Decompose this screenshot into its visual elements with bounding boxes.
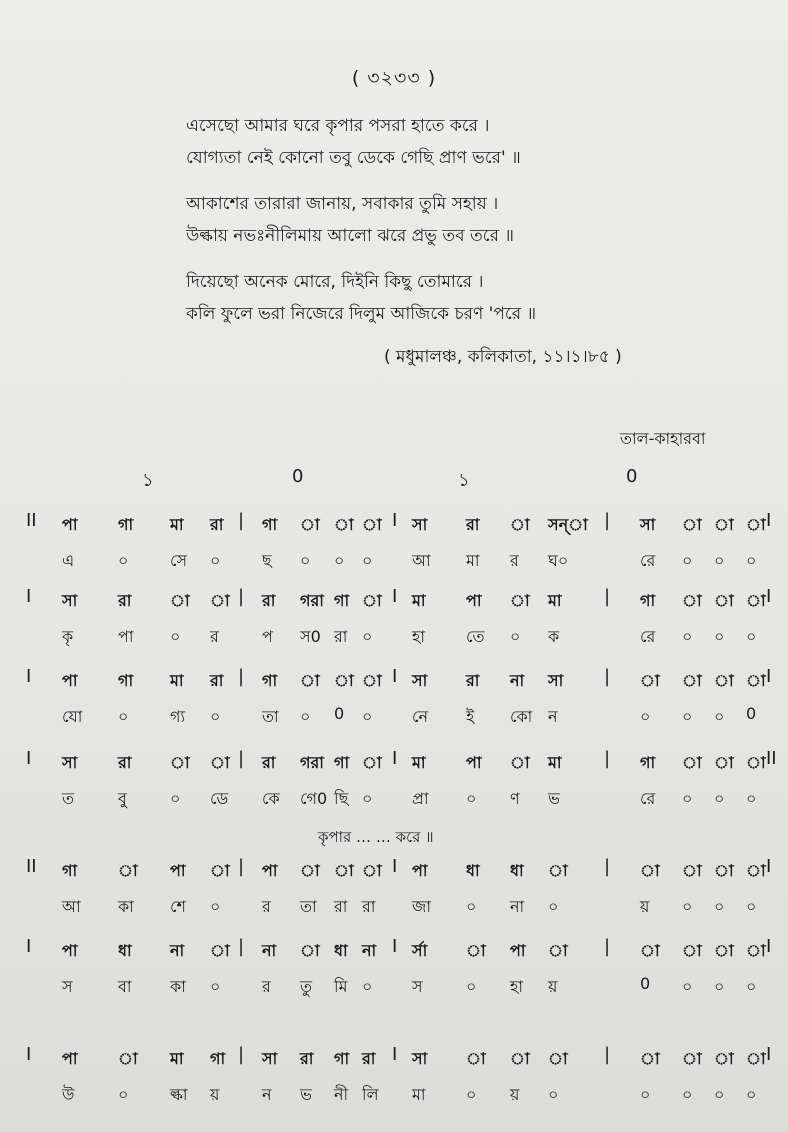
lyric-syllable: ০ xyxy=(714,1085,725,1104)
lyric-syllable: গে0 xyxy=(300,789,328,808)
lyric-syllable: যো xyxy=(62,707,83,726)
lyric-syllable: বা xyxy=(118,977,132,996)
swara-note: মা xyxy=(170,1049,184,1068)
swara-note: া xyxy=(714,1049,734,1068)
lyric-syllable-row xyxy=(0,968,788,1002)
swara-note: া xyxy=(640,861,660,880)
lyric-syllable-row xyxy=(0,542,788,576)
lyric-syllable: মা xyxy=(466,551,480,570)
swara-note: া xyxy=(682,1049,702,1068)
lyric-syllable: ০ xyxy=(362,789,373,808)
swara-note: া xyxy=(714,941,734,960)
swara-note: া xyxy=(300,941,320,960)
swara-note: মা xyxy=(548,753,562,772)
swara-note: গা xyxy=(640,591,656,610)
lyric-syllable: পা xyxy=(118,627,134,646)
lyric-syllable: ০ xyxy=(466,1085,477,1104)
lyric-syllable: কো xyxy=(510,707,533,726)
lyric-syllable: ০ xyxy=(362,551,373,570)
lyric-syllable: ডে xyxy=(210,789,229,808)
lyric-syllable: স xyxy=(412,977,423,996)
lyric-syllable: তা xyxy=(262,707,279,726)
bar-line: I xyxy=(26,586,32,607)
swara-note: রা xyxy=(210,515,224,534)
bar-line: | xyxy=(238,936,245,957)
lyric-syllable: রা xyxy=(362,897,376,916)
swara-note: া xyxy=(510,753,530,772)
lyric-syllable: ০ xyxy=(640,707,651,726)
swara-note: গা xyxy=(640,753,656,772)
swara-note: গরা xyxy=(300,591,324,610)
lyric-syllable: ভ xyxy=(300,1085,312,1104)
beat-marker: ১ xyxy=(142,470,154,491)
bar-line: I xyxy=(766,586,772,607)
swara-note: না xyxy=(170,941,185,960)
lyric-syllable: আ xyxy=(62,897,81,916)
lyric-syllable: ক xyxy=(548,627,560,646)
swara-note: া xyxy=(510,1049,530,1068)
swara-note: ধা xyxy=(118,941,132,960)
lyric-syllable: ০ xyxy=(466,897,477,916)
swara-note: া xyxy=(640,941,660,960)
lyric-syllable: নে xyxy=(412,707,429,726)
swara-note: া xyxy=(682,753,702,772)
lyric-syllable: ছ xyxy=(262,551,272,570)
lyric-syllable: ০ xyxy=(746,977,757,996)
lyric-syllable: রা xyxy=(334,897,348,916)
lyric-syllable: ছি xyxy=(334,789,349,808)
swara-note: সন্া xyxy=(548,515,588,534)
swara-note: পা xyxy=(412,861,428,880)
swara-note: া xyxy=(640,1049,660,1068)
lyric-syllable: ০ xyxy=(210,977,221,996)
bar-line: | xyxy=(604,856,611,877)
swara-note: া xyxy=(300,671,320,690)
swara-row xyxy=(0,932,788,966)
lyric-syllable: ০ xyxy=(714,551,725,570)
swara-note: া xyxy=(334,515,354,534)
swara-note: া xyxy=(714,515,734,534)
lyric-syllable: য় xyxy=(510,1085,520,1104)
lyric-syllable: সে xyxy=(170,551,188,570)
lyric-syllable: ০ xyxy=(746,627,757,646)
lyric-syllable: স xyxy=(62,977,73,996)
swara-note: া xyxy=(714,861,734,880)
lyric-syllable: ন xyxy=(262,1085,272,1104)
lyric-syllable: ০ xyxy=(362,627,373,646)
swara-note: গা xyxy=(118,515,134,534)
bar-line: | xyxy=(238,510,245,531)
lyric-syllable: ০ xyxy=(682,551,693,570)
lyric-syllable-row xyxy=(0,618,788,652)
bar-line: I xyxy=(392,510,398,531)
lyric-syllable: বু xyxy=(118,789,127,808)
swara-note: মা xyxy=(170,671,184,690)
swara-row xyxy=(0,582,788,616)
lyric-syllable: রে xyxy=(640,551,656,570)
swara-note: া xyxy=(682,941,702,960)
bar-line: I xyxy=(766,1044,772,1065)
bar-line: I xyxy=(392,586,398,607)
swara-note: া xyxy=(746,671,766,690)
swara-note: া xyxy=(714,591,734,610)
swara-note: মা xyxy=(170,515,184,534)
swara-note: গা xyxy=(62,861,78,880)
swara-note: রা xyxy=(118,753,132,772)
swara-note: া xyxy=(682,515,702,534)
lyric-syllable: লি xyxy=(362,1085,379,1104)
lyric-syllable: ০ xyxy=(334,551,345,570)
lyric-syllable: ০ xyxy=(210,897,221,916)
swara-row xyxy=(0,852,788,886)
lyrics-block xyxy=(186,110,746,344)
swara-note: া xyxy=(714,671,734,690)
lyric-syllable: র xyxy=(210,627,219,646)
lyric-syllable: ০ xyxy=(548,1085,559,1104)
swara-note: সা xyxy=(62,591,78,610)
lyric-syllable: ০ xyxy=(682,789,693,808)
lyric-syllable: ০ xyxy=(510,627,521,646)
swara-note: গা xyxy=(334,1049,350,1068)
swara-row xyxy=(0,662,788,696)
taal-label: তাল-কাহারবা xyxy=(620,429,706,448)
swara-row xyxy=(0,506,788,540)
lyric-syllable: রে xyxy=(640,789,656,808)
swara-note: সা xyxy=(62,753,78,772)
lyric-syllable: য় xyxy=(548,977,558,996)
bar-line: I xyxy=(766,856,772,877)
swara-note: পা xyxy=(510,941,526,960)
swara-note: পা xyxy=(62,515,78,534)
lyric-syllable: ০ xyxy=(210,707,221,726)
bar-line: I xyxy=(392,936,398,957)
swara-note: গা xyxy=(262,671,278,690)
swara-note: া xyxy=(746,1049,766,1068)
lyric-syllable: ০ xyxy=(682,977,693,996)
lyric-syllable: ত xyxy=(62,789,75,808)
swara-note: া xyxy=(118,1049,138,1068)
lyric-syllable: মা xyxy=(412,1085,426,1104)
lyric-syllable: তু xyxy=(300,977,313,996)
bar-line: | xyxy=(238,586,245,607)
swara-note: া xyxy=(746,941,766,960)
swara-note: রা xyxy=(210,671,224,690)
refrain-line: কৃপার … … করে ॥ xyxy=(318,828,434,846)
swara-note: ধা xyxy=(466,861,480,880)
lyric-syllable: 0 xyxy=(746,704,757,723)
lyric-line: উল্কায় নভঃনীলিমায় আলো ঝরে প্রভু তব তরে ॥ xyxy=(186,226,514,246)
swara-note: া xyxy=(334,671,354,690)
swara-note: সা xyxy=(548,671,564,690)
bar-line: I xyxy=(26,748,32,769)
swara-note: া xyxy=(682,671,702,690)
lyric-syllable: প xyxy=(262,627,273,646)
swara-note: পা xyxy=(62,1049,78,1068)
swara-note: া xyxy=(362,515,382,534)
swara-note: া xyxy=(548,861,568,880)
swara-note: া xyxy=(362,753,382,772)
swara-note: া xyxy=(746,591,766,610)
lyric-line: দিয়েছো অনেক মোরে, দিইনি কিছু তোমারে । xyxy=(186,272,484,292)
stanza-1 xyxy=(186,110,746,174)
swara-note: া xyxy=(640,671,660,690)
swara-note: া xyxy=(170,753,190,772)
swara-note: গা xyxy=(334,753,350,772)
stanza-3 xyxy=(186,266,746,330)
bar-line: II xyxy=(26,856,37,877)
lyric-syllable: প্রা xyxy=(412,789,429,808)
lyric-syllable: ০ xyxy=(714,789,725,808)
lyric-syllable-row xyxy=(0,1076,788,1110)
swara-note: া xyxy=(548,941,568,960)
bar-line: | xyxy=(604,748,611,769)
swara-note: া xyxy=(746,861,766,880)
swara-note: রা xyxy=(362,1049,376,1068)
swara-note: া xyxy=(466,1049,486,1068)
swara-note: সা xyxy=(412,671,428,690)
swara-note: া xyxy=(510,515,530,534)
lyric-syllable: ০ xyxy=(682,1085,693,1104)
lyric-syllable: ০ xyxy=(746,897,757,916)
swara-note: া xyxy=(170,591,190,610)
bar-line: | xyxy=(238,856,245,877)
lyric-syllable: 0 xyxy=(334,704,345,723)
swara-note: ধা xyxy=(334,941,348,960)
lyric-syllable: হা xyxy=(510,977,524,996)
lyric-syllable: ০ xyxy=(682,897,693,916)
lyric-syllable: কৃ xyxy=(62,627,74,646)
swara-note: া xyxy=(714,753,734,772)
bar-line: | xyxy=(604,510,611,531)
stanza-2 xyxy=(186,188,746,252)
lyric-syllable: না xyxy=(510,897,525,916)
lyric-syllable: ০ xyxy=(548,897,559,916)
beat-marker: 0 xyxy=(292,466,304,487)
lyric-syllable: জা xyxy=(412,897,431,916)
swara-note: পা xyxy=(262,861,278,880)
lyric-syllable: কা xyxy=(118,897,134,916)
lyric-syllable: ০ xyxy=(466,977,477,996)
swara-note: া xyxy=(466,941,486,960)
lyric-syllable-row xyxy=(0,888,788,922)
swara-note: রা xyxy=(262,591,276,610)
swara-note: পা xyxy=(466,591,482,610)
swara-note: া xyxy=(362,591,382,610)
swara-note: া xyxy=(746,753,766,772)
lyric-syllable: ভ xyxy=(548,789,560,808)
swara-note: া xyxy=(682,591,702,610)
lyric-syllable: এ xyxy=(62,551,75,570)
lyric-syllable: র xyxy=(262,977,271,996)
bar-line: | xyxy=(604,936,611,957)
swara-note: পা xyxy=(170,861,186,880)
swara-note: মা xyxy=(412,753,426,772)
bar-line: I xyxy=(392,666,398,687)
swara-note: া xyxy=(510,591,530,610)
lyric-syllable: ০ xyxy=(170,627,181,646)
bar-line: | xyxy=(604,666,611,687)
bar-line: | xyxy=(238,666,245,687)
lyric-syllable: ০ xyxy=(118,551,129,570)
lyric-syllable: শে xyxy=(170,897,186,916)
swara-row xyxy=(0,1040,788,1074)
bar-line: I xyxy=(392,856,398,877)
bar-line: I xyxy=(392,1044,398,1065)
bar-line: II xyxy=(766,748,777,769)
lyric-syllable: তা xyxy=(300,897,317,916)
lyric-syllable: ০ xyxy=(714,707,725,726)
swara-note: া xyxy=(362,861,382,880)
lyric-syllable: ০ xyxy=(714,627,725,646)
swara-note: মা xyxy=(412,591,426,610)
lyric-syllable: ০ xyxy=(682,627,693,646)
bar-line: I xyxy=(26,1044,32,1065)
swara-note: গা xyxy=(118,671,134,690)
swara-note: া xyxy=(210,753,230,772)
swara-note: া xyxy=(210,591,230,610)
bar-line: | xyxy=(604,586,611,607)
lyric-syllable: ০ xyxy=(362,707,373,726)
swara-note: না xyxy=(362,941,377,960)
lyric-syllable: গ্য xyxy=(170,707,186,726)
lyric-syllable: ঘ০ xyxy=(548,551,569,570)
lyric-syllable: ০ xyxy=(170,789,181,808)
swara-note: া xyxy=(362,671,382,690)
lyric-syllable: মি xyxy=(334,977,348,996)
swara-note: সা xyxy=(412,515,428,534)
swara-note: সা xyxy=(412,1049,428,1068)
bar-line: I xyxy=(766,666,772,687)
swara-note: গা xyxy=(210,1049,226,1068)
swara-note: র্সা xyxy=(412,941,428,960)
swara-row xyxy=(0,744,788,778)
bar-line: I xyxy=(766,510,772,531)
lyric-syllable: ০ xyxy=(714,897,725,916)
lyric-line: কলি ফুলে ভরা নিজেরে দিলুম আজিকে চরণ 'পরে ॥ xyxy=(186,304,537,324)
lyric-syllable: ০ xyxy=(118,1085,129,1104)
swara-note: না xyxy=(262,941,277,960)
swara-note: া xyxy=(118,861,138,880)
lyric-syllable-row xyxy=(0,780,788,814)
lyric-syllable: ০ xyxy=(300,707,311,726)
swara-note: া xyxy=(682,861,702,880)
swara-note: মা xyxy=(548,591,562,610)
lyric-syllable: ই xyxy=(466,707,475,726)
lyric-syllable: নী xyxy=(334,1085,349,1104)
beat-marker: ১ xyxy=(458,470,470,491)
lyric-syllable: হা xyxy=(412,627,426,646)
swara-note: া xyxy=(300,515,320,534)
bar-line: | xyxy=(238,748,245,769)
bar-line: | xyxy=(604,1044,611,1065)
swara-note: গরা xyxy=(300,753,324,772)
lyric-syllable: র xyxy=(510,551,519,570)
lyric-syllable: ০ xyxy=(300,551,311,570)
swara-note: পা xyxy=(466,753,482,772)
lyric-syllable: ০ xyxy=(746,1085,757,1104)
lyric-syllable: 0 xyxy=(640,974,651,993)
swara-note: া xyxy=(334,861,354,880)
swara-note: রা xyxy=(300,1049,314,1068)
swara-note: া xyxy=(210,861,230,880)
lyric-syllable: ০ xyxy=(362,977,373,996)
bar-line: I xyxy=(766,936,772,957)
lyric-line: এসেছো আমার ঘরে কৃপার পসরা হাতে করে । xyxy=(186,116,490,136)
song-number: ( ৩২৩৩ ) xyxy=(351,67,437,89)
lyric-syllable: ০ xyxy=(640,1085,651,1104)
source-citation: ( মধুমালঞ্চ, কলিকাতা, ১১।১।৮৫ ) xyxy=(384,347,622,367)
swara-note: পা xyxy=(62,671,78,690)
lyric-syllable: য় xyxy=(210,1085,220,1104)
swara-note: ধা xyxy=(510,861,524,880)
lyric-line: যোগ্যতা নেই কোনো তবু ডেকে গেছি প্রাণ ভরে' ॥ xyxy=(186,148,521,168)
lyric-line: আকাশের তারারা জানায়, সবাকার তুমি সহায় । xyxy=(186,194,499,214)
lyric-syllable: ০ xyxy=(714,977,725,996)
lyric-syllable: ণ xyxy=(510,789,520,808)
swara-note: সা xyxy=(640,515,656,534)
bar-line: | xyxy=(238,1044,245,1065)
swara-note: গা xyxy=(262,515,278,534)
lyric-syllable: ০ xyxy=(210,551,221,570)
swara-note: রা xyxy=(262,753,276,772)
swara-note: সা xyxy=(262,1049,278,1068)
bar-line: I xyxy=(26,936,32,957)
lyric-syllable: ০ xyxy=(682,707,693,726)
swara-note: া xyxy=(746,515,766,534)
lyric-syllable-row xyxy=(0,698,788,732)
lyric-syllable: কে xyxy=(262,789,280,808)
lyric-syllable: ল্কা xyxy=(170,1085,188,1104)
swara-note: রা xyxy=(466,515,480,534)
swara-note: া xyxy=(210,941,230,960)
lyric-syllable: রা xyxy=(334,627,348,646)
swara-note: রা xyxy=(466,671,480,690)
swara-note: গা xyxy=(334,591,350,610)
lyric-syllable: রে xyxy=(640,627,656,646)
lyric-syllable: স0 xyxy=(300,627,321,646)
swara-note: রা xyxy=(118,591,132,610)
lyric-syllable: ০ xyxy=(466,789,477,808)
lyric-syllable: তে xyxy=(466,627,485,646)
swara-note: া xyxy=(548,1049,568,1068)
lyric-syllable: ০ xyxy=(746,789,757,808)
lyric-syllable: য় xyxy=(640,897,650,916)
lyric-syllable: উ xyxy=(62,1085,75,1104)
lyric-syllable: ০ xyxy=(118,707,129,726)
lyric-syllable: কা xyxy=(170,977,186,996)
bar-line: I xyxy=(392,748,398,769)
bar-line: II xyxy=(26,510,37,531)
swara-note: না xyxy=(510,671,525,690)
bar-line: I xyxy=(26,666,32,687)
lyric-syllable: আ xyxy=(412,551,431,570)
beat-marker: 0 xyxy=(626,466,638,487)
lyric-syllable: ন xyxy=(548,707,558,726)
lyric-syllable: ০ xyxy=(746,551,757,570)
lyric-syllable: র xyxy=(262,897,271,916)
swara-note: পা xyxy=(62,941,78,960)
swara-note: া xyxy=(300,861,320,880)
